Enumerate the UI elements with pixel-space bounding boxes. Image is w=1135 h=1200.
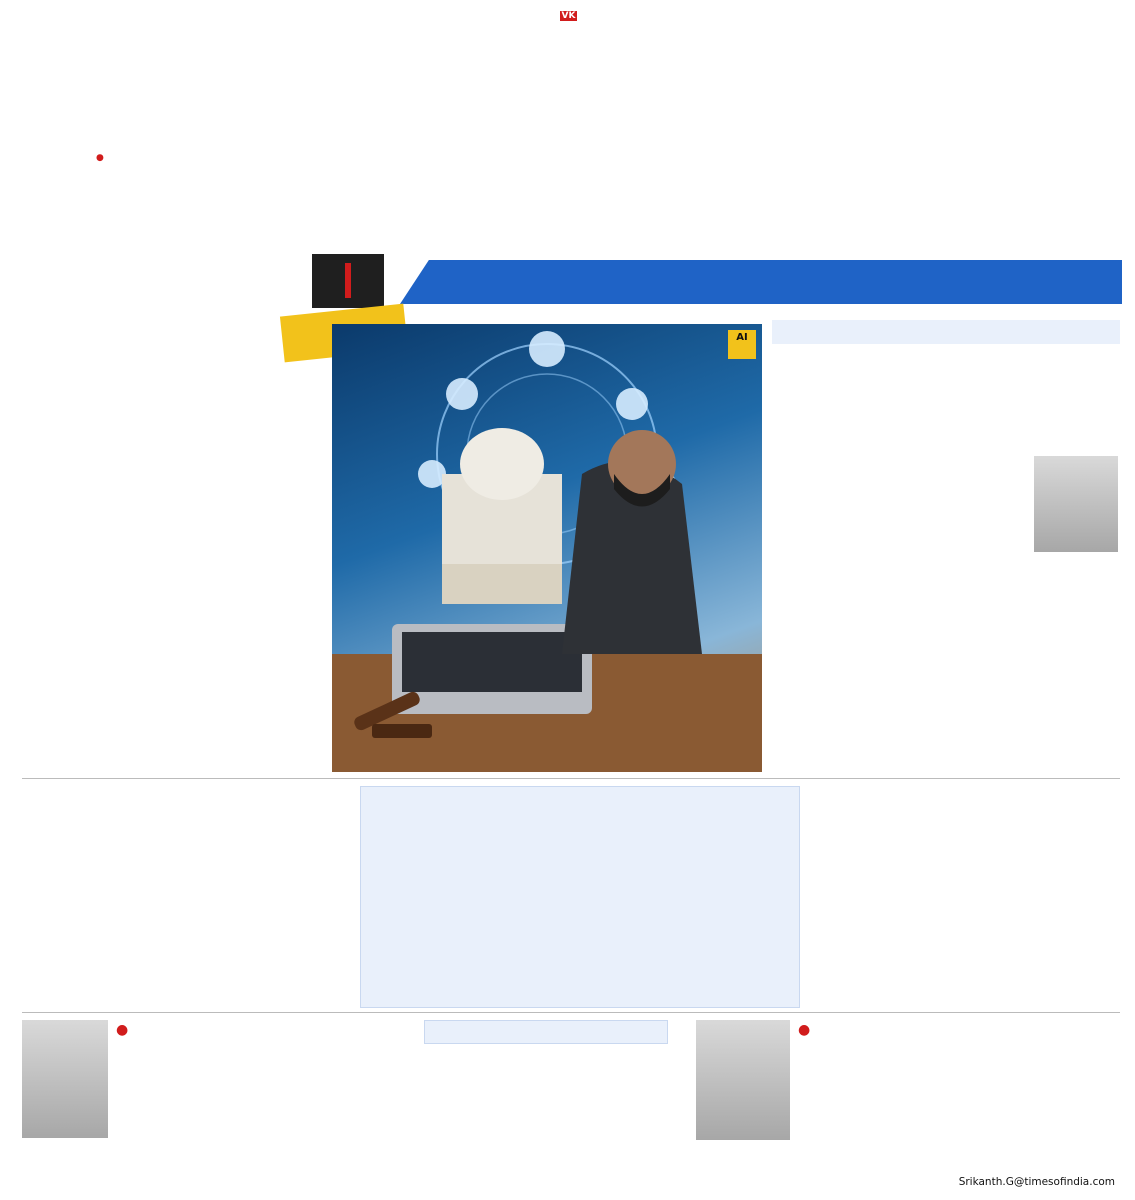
high-courts-heading-wrap — [22, 786, 352, 808]
badge-top-label — [345, 263, 351, 298]
right-column-text-bottom — [782, 560, 1112, 750]
divider — [22, 778, 1120, 779]
rules-text — [369, 791, 791, 977]
divider — [22, 1012, 1120, 1013]
illustration-art — [332, 324, 762, 772]
njac-heading-wrap — [814, 786, 1120, 808]
high-courts-text — [22, 810, 352, 1010]
right-column-heading-box — [772, 320, 1120, 344]
quote-right-portrait — [696, 1020, 790, 1140]
committee-heading-box — [424, 1020, 668, 1044]
left-column — [22, 172, 322, 777]
right-column-text-top — [782, 350, 1112, 450]
rules-box — [360, 786, 800, 1008]
newspaper-logo — [558, 8, 578, 36]
ai-tag: AI — [728, 330, 756, 359]
subheadline-bar — [400, 260, 1122, 304]
quote-right-signature — [798, 1124, 1120, 1160]
logo-tag: VK — [561, 11, 576, 21]
committee-text — [424, 1048, 668, 1188]
author-email: Srikanth.G@timesofindia.com — [958, 1176, 1115, 1188]
right-column-text-mid — [782, 456, 1028, 556]
quote-bullet-icon: ● — [798, 1022, 811, 1038]
ai-illustration — [332, 324, 762, 772]
page-title — [312, 160, 1120, 250]
badge-top — [312, 254, 384, 308]
masthead — [0, 0, 1135, 44]
quote-bullet-icon: ● — [116, 1022, 129, 1038]
judge-portrait-photo — [1034, 456, 1118, 552]
njac-text — [814, 810, 1120, 1006]
quote-left-signature — [116, 1160, 416, 1178]
intro-deck — [22, 46, 1114, 146]
quote-right-text — [798, 1020, 1120, 1124]
quote-left-text — [116, 1020, 416, 1158]
quote-left-portrait — [22, 1020, 108, 1138]
